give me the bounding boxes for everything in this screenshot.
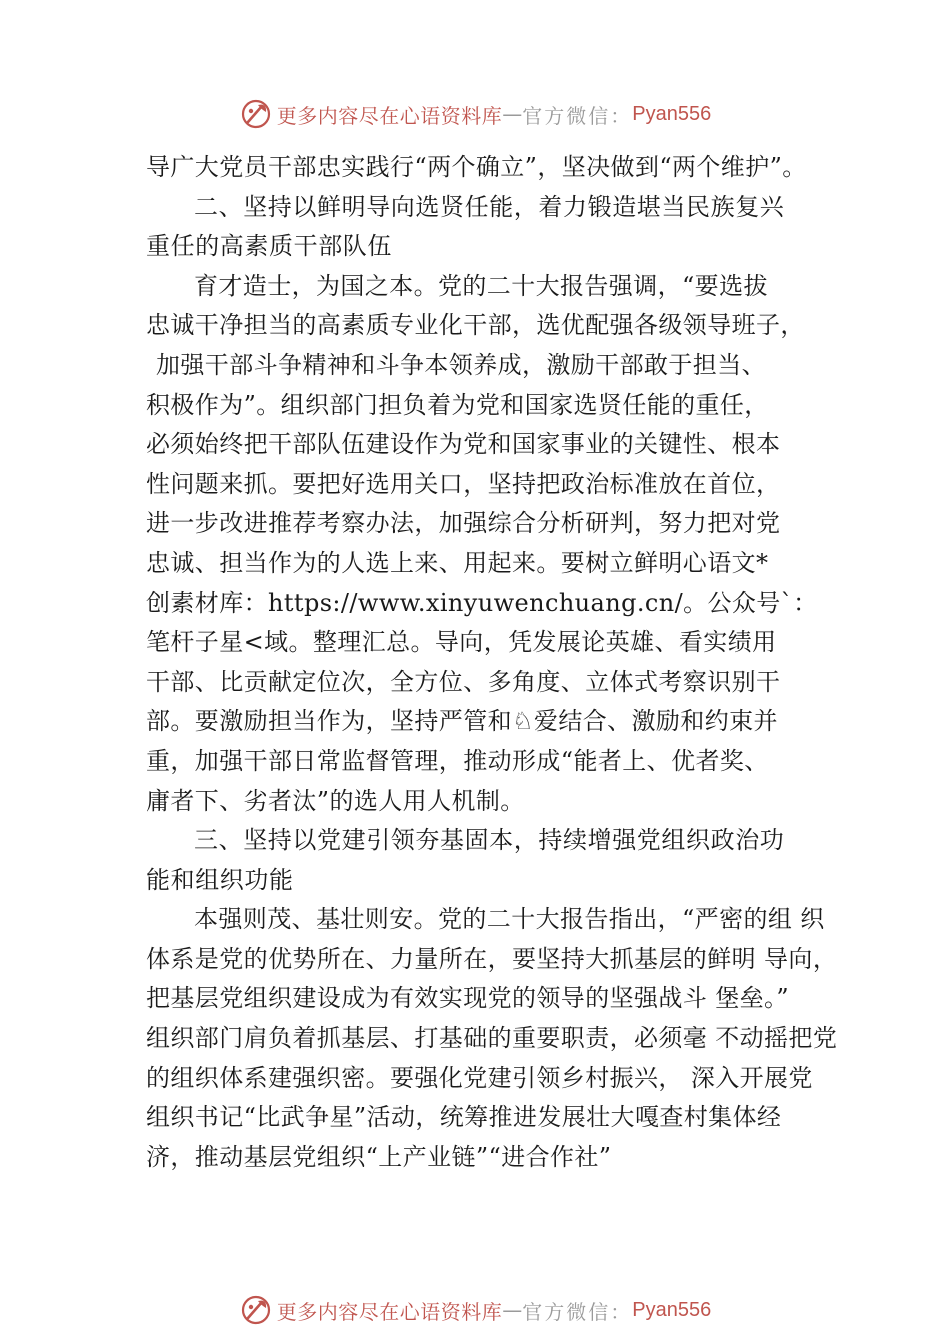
text-line: 创素材库：https://www.xinyuwenchuang.cn/。公众号`： — [146, 588, 818, 617]
text-line: 的组织体系建强织密。要强化党建引领乡村振兴， 深入开展党 — [146, 1063, 813, 1092]
text-line: 干部、比贡献定位次，全方位、多角度、立体式考察识别干 — [146, 667, 781, 696]
banner-wechat-label: 官方微信： — [522, 1299, 633, 1324]
text-line: 重，加强干部日常监督管理，推动形成“能者上、优者奖、 — [146, 746, 769, 775]
text-line: 笔杆子星<域。整理汇总。导向，凭发展论英雄、看实绩用 — [146, 628, 777, 657]
section-heading-cont: 重任的高素质干部队伍 — [146, 232, 392, 261]
text-line: 组织书记“比武争星”活动，统筹推进发展壮大嘎查村集体经 — [146, 1103, 782, 1132]
text-line: 济，推动基层党组织“上产业链”“进合作社” — [146, 1142, 612, 1171]
banner-wechat-id: Pyan556 — [632, 1298, 712, 1321]
text-line: 忠诚干净担当的高素质专业化干部，选优配强各级领导班子， — [146, 311, 805, 340]
document-body — [146, 148, 836, 1177]
section-heading: 三、坚持以党建引领夯基固本，持续增强党组织政治功 — [194, 826, 785, 855]
section-heading-cont: 能和组织功能 — [146, 865, 294, 894]
banner-separator: — — [502, 102, 523, 126]
text-line: 体系是党的优势所在、力量所在，要坚持大抓基层的鲜明 导向， — [146, 944, 838, 973]
text-line: 性问题来抓。要把好选用关口，坚持把政治标准放在首位， — [146, 469, 781, 498]
header-banner — [0, 94, 950, 134]
pen-logo-icon — [239, 97, 273, 131]
banner-text: 更多内容尽在心语资料库 — [276, 1299, 503, 1324]
text-line: 加强干部斗争精神和斗争本领养成，激励干部敢于担当、 — [156, 350, 766, 379]
banner-separator: — — [502, 1298, 523, 1322]
text-line: 部。要激励担当作为，坚持严管和♘爱结合、激励和约束并 — [146, 707, 778, 736]
text-line: 积极作为”。组织部门担负着为党和国家选贤任能的重任， — [146, 390, 769, 419]
section-heading: 二、坚持以鲜明导向选贤任能，着力锻造堪当民族复兴 — [194, 192, 785, 221]
banner-wechat-label: 官方微信： — [522, 103, 633, 128]
footer-banner — [0, 1290, 950, 1330]
pen-logo-icon — [239, 1293, 273, 1327]
text-line: 组织部门肩负着抓基层、打基础的重要职责，必须毫 不动摇把党 — [146, 1024, 838, 1053]
text-line: 进一步改进推荐考察办法，加强综合分析研判，努力把对党 — [146, 509, 781, 538]
text-line: 庸者下、劣者汰”的选人用人机制。 — [146, 786, 525, 815]
banner-text: 更多内容尽在心语资料库 — [276, 103, 503, 128]
text-line: 本强则茂、基壮则安。党的二十大报告指出，“严密的组 织 — [194, 905, 825, 934]
text-line: 育才造士，为国之本。党的二十大报告强调，“要选拔 — [194, 271, 768, 300]
text-line: 把基层党组织建设成为有效实现党的领导的坚强战斗 堡垒。” — [146, 984, 790, 1013]
banner-wechat-id: Pyan556 — [632, 102, 712, 125]
text-line: 必须始终把干部队伍建设作为党和国家事业的关键性、根本 — [146, 430, 781, 459]
text-line: 忠诚、担当作为的人选上来、用起来。要树立鲜明心语文* — [146, 548, 769, 577]
text-line: 导广大党员干部忠实践行“两个确立”，坚决做到“两个维护”。 — [146, 153, 807, 181]
